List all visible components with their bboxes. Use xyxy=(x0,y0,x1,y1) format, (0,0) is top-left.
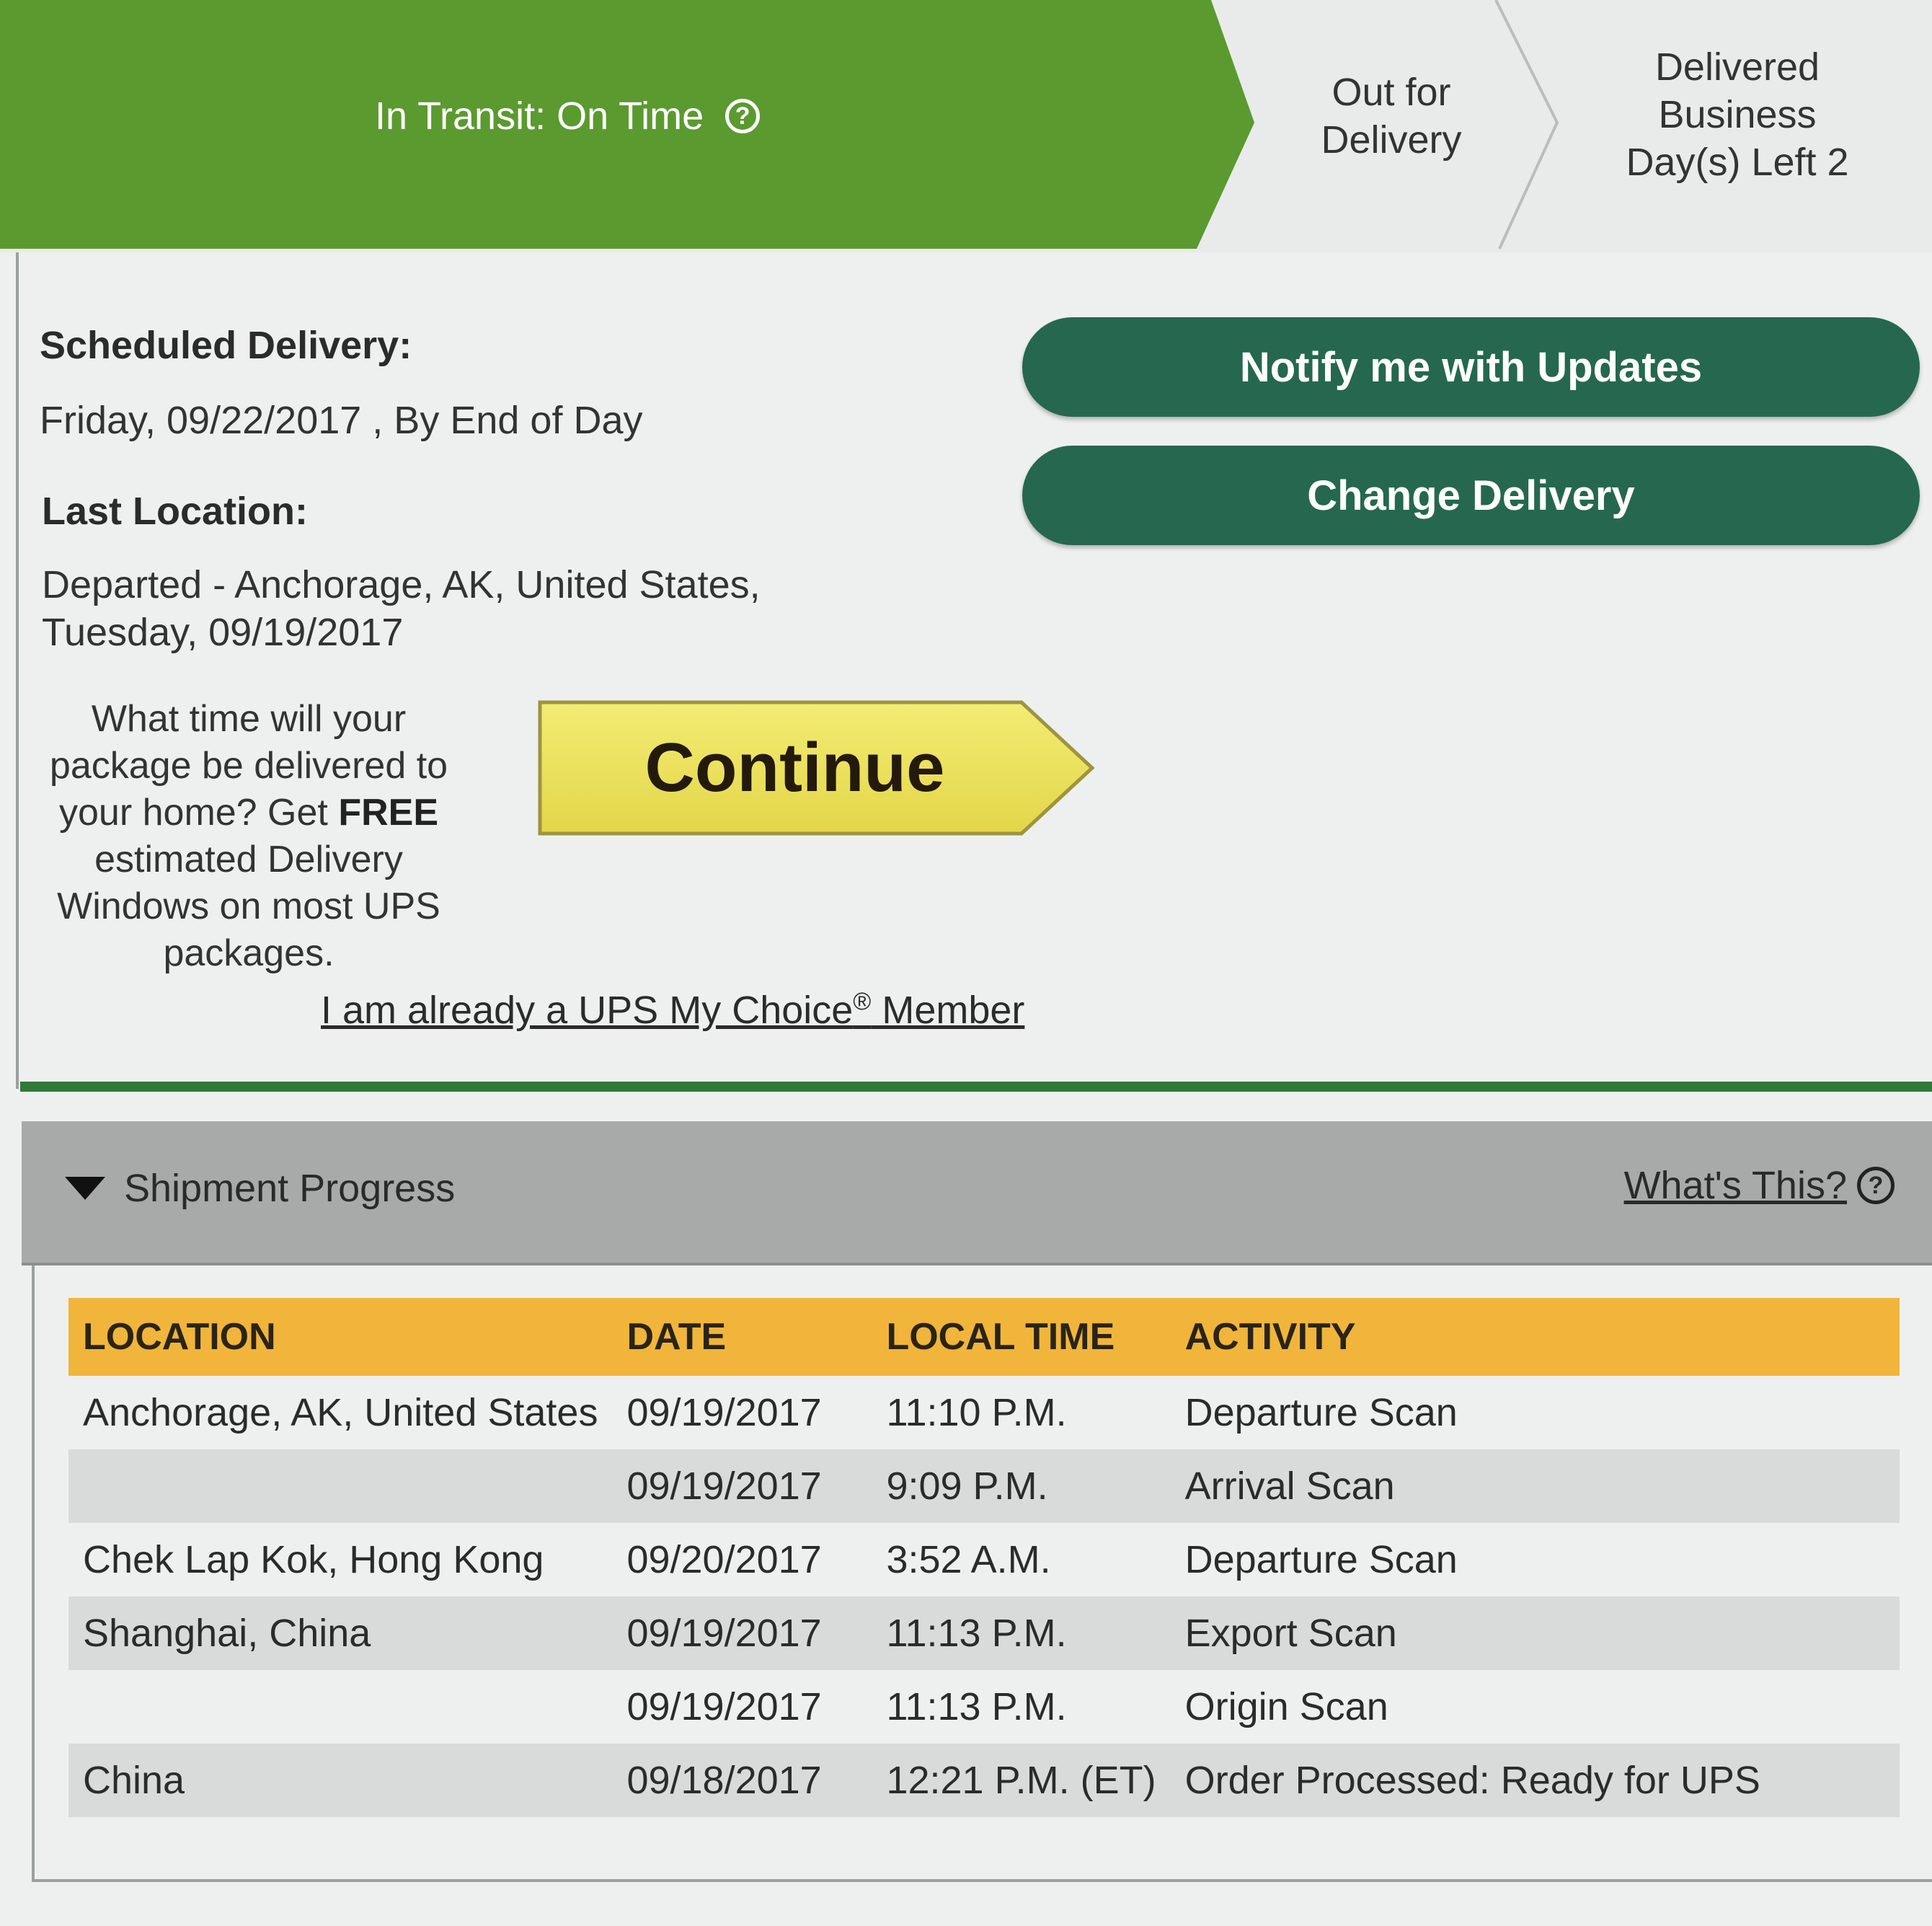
delivery-window-promo xyxy=(36,696,461,977)
cell-activity: Order Processed: Ready for UPS xyxy=(1171,1744,1900,1817)
cell-time: 11:10 P.M. xyxy=(886,1391,1067,1434)
cell-activity: Origin Scan xyxy=(1184,1685,1388,1728)
last-location-label: Last Location: xyxy=(42,490,309,533)
last-location-value xyxy=(42,561,761,656)
cell-activity: Arrival Scan xyxy=(1171,1449,1900,1523)
cell-activity: Departure Scan xyxy=(1184,1391,1458,1434)
promo-text-start: What time will your package be delivered to your home? Get xyxy=(49,698,448,834)
cell-date: 09/19/2017 xyxy=(626,1685,822,1728)
continue-label: Continue xyxy=(644,729,945,806)
cell-time: 11:13 P.M. xyxy=(872,1596,1170,1670)
table-row xyxy=(68,1523,1900,1596)
step-in-transit-label: In Transit: On Time xyxy=(375,94,704,138)
step-in-transit xyxy=(375,94,894,138)
column-header-local-time: LOCAL TIME xyxy=(872,1298,1170,1376)
change-delivery-button[interactable]: Change Delivery xyxy=(1022,446,1920,545)
step-delivered-line1: Delivered xyxy=(1654,45,1820,89)
cell-time: 3:52 A.M. xyxy=(886,1538,1051,1581)
cell-location: Shanghai, China xyxy=(68,1596,612,1670)
step-delivered-line2: Business xyxy=(1658,93,1817,136)
shipment-activity-table xyxy=(68,1298,1900,1817)
notify-updates-button[interactable]: Notify me with Updates xyxy=(1022,317,1920,417)
member-link-suffix: Member xyxy=(871,989,1025,1032)
step-out-for-delivery xyxy=(1290,69,1492,164)
table-row xyxy=(68,1449,1900,1523)
cell-location xyxy=(68,1449,612,1523)
promo-text-end: estimated Delivery Windows on most UPS packages. xyxy=(57,839,440,974)
promo-free-text: FREE xyxy=(338,792,438,834)
member-link-text: I am already a UPS My Choice xyxy=(321,989,854,1032)
cell-location: Chek Lap Kok, Hong Kong xyxy=(83,1538,544,1581)
cell-date: 09/19/2017 xyxy=(612,1596,872,1670)
cell-date: 09/19/2017 xyxy=(612,1449,872,1523)
cell-date: 09/20/2017 xyxy=(626,1538,822,1581)
column-header-location: LOCATION xyxy=(68,1298,612,1376)
last-location-line1: Departed - Anchorage, AK, United States, xyxy=(42,563,761,606)
table-row xyxy=(68,1744,1900,1817)
shipment-progress-header xyxy=(22,1121,1932,1265)
cell-time: 11:13 P.M. xyxy=(886,1685,1067,1728)
cell-time: 12:21 P.M. (ET) xyxy=(872,1744,1170,1817)
cell-date: 09/19/2017 xyxy=(626,1391,822,1434)
my-choice-member-link[interactable] xyxy=(321,988,1024,1033)
cell-location: Anchorage, AK, United States xyxy=(83,1391,598,1434)
table-row xyxy=(68,1670,1900,1744)
continue-button[interactable] xyxy=(537,699,1096,836)
cell-activity: Departure Scan xyxy=(1184,1538,1458,1581)
step-delivered-line3: Day(s) Left 2 xyxy=(1626,141,1849,184)
caret-down-icon xyxy=(65,1177,105,1200)
table-header-row xyxy=(68,1298,1900,1376)
cell-date: 09/18/2017 xyxy=(612,1744,872,1817)
step-out-line2: Delivery xyxy=(1321,118,1462,162)
cell-activity: Export Scan xyxy=(1171,1596,1900,1670)
cell-location xyxy=(68,1670,612,1744)
shipment-progress-toggle[interactable] xyxy=(65,1166,455,1211)
step-delivered xyxy=(1600,43,1874,186)
step-out-line1: Out for xyxy=(1331,71,1451,114)
help-icon[interactable]: ? xyxy=(725,99,760,133)
cell-time: 9:09 P.M. xyxy=(872,1449,1170,1523)
cell-location: China xyxy=(68,1744,612,1817)
scheduled-delivery-value: Friday, 09/22/2017 , By End of Day xyxy=(40,399,643,442)
whats-this-link[interactable]: What's This? xyxy=(1623,1164,1847,1207)
help-icon[interactable]: ? xyxy=(1857,1167,1895,1204)
delivery-progress-tracker xyxy=(0,0,1932,252)
table-row xyxy=(68,1596,1900,1670)
table-row xyxy=(68,1376,1900,1449)
shipment-progress-title: Shipment Progress xyxy=(124,1167,456,1210)
column-header-activity: ACTIVITY xyxy=(1171,1298,1900,1376)
last-location-line2: Tuesday, 09/19/2017 xyxy=(42,611,404,654)
whats-this xyxy=(1624,1163,1895,1208)
column-header-date: DATE xyxy=(612,1298,872,1376)
scheduled-delivery-label: Scheduled Delivery: xyxy=(40,324,412,367)
registered-mark: ® xyxy=(853,988,872,1015)
summary-divider xyxy=(20,1082,1932,1092)
